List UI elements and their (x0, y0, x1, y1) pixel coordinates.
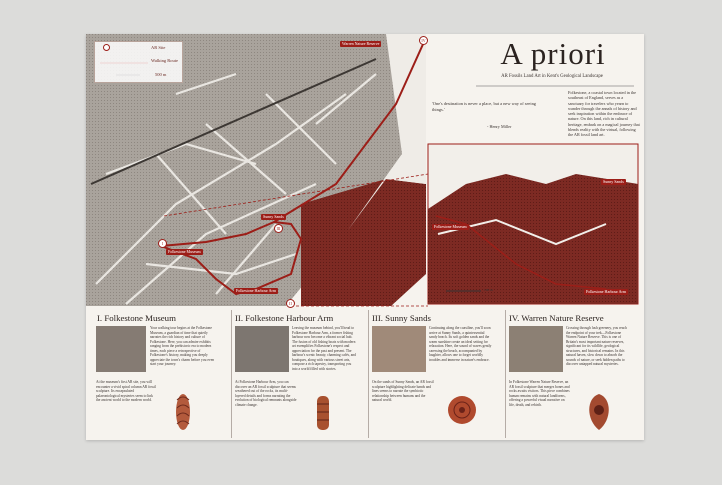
panel-heading: III. Sunny Sands (372, 313, 431, 323)
inset-land (428, 174, 638, 304)
panel-heading: I. Folkestone Museum (97, 313, 176, 323)
site-label-sunny-sands[interactable]: Sunny Sands (263, 214, 284, 219)
fossil-sculpture-icon (582, 390, 616, 434)
panel-caption: In Folkestone Warren Nature Reserve, an AR fossil sculpture that merges bones and rocks awaits visitors. This piece combines human remains with natural landforms, offering a powerful visual narrative on life, death, and rebirth. (509, 380, 570, 407)
inset-label-museum[interactable]: Folkestone Museum (434, 224, 467, 229)
panel-heading: IV. Warren Nature Reserve (509, 313, 604, 323)
panel-harbour (231, 310, 360, 438)
fossil-sculpture-icon (168, 390, 198, 434)
panel-caption: At Folkestone Harbour Arm, you can discover an AR fossil sculpture that seems weathered out of the rocks, its multi-layered details and forms narrating the evolution of biological remnants alongside climate change. (235, 380, 297, 407)
poster (86, 34, 644, 440)
legend-ar-site: AR Site (151, 45, 166, 50)
museum-photo (96, 326, 146, 372)
sunny-sands-photo (372, 326, 426, 372)
inset-label-sunny-sands[interactable]: Sunny Sands (603, 179, 624, 184)
panel-text: Leaving the museum behind, you'll head to Folkestone Harbour Arm, a former fishing harbour now become a vibrant social hub. The fusion of old fishing boats with modern art exemplifies Folkestone's respect and appreciation for the past and present. The harbour's scenic beauty, charming cafés, and boutiques, along with various street arts, compose a rich tapestry, transporting you into a world filled with stories. (292, 326, 356, 371)
panel-text: Continuing along the coastline, you'll soon arrive at Sunny Sands, a quintessential sandy beach. Its soft golden sands and the warm sunshine create an ideal setting for relaxation. Here, the sound of waves gently caressing the beach, accompanied by laughter, allows one to forget worldly troubles and immerse in nature's embrace. (429, 326, 492, 362)
site-pin-iv[interactable]: IV (419, 36, 428, 45)
poster-title: A priori (500, 36, 606, 71)
intro-text: Folkestone, a coastal town located in the southeast of England, serves as a sanctuary for travelers who yearn to wander through the annals of history and seek inspiration within the embrace of nature. On this land, rich in cultural heritage, embark on a magical journey that blends reality with the virtual, following the AR fossil land art. (568, 90, 640, 138)
map-legend (94, 41, 183, 83)
site-pin-iii[interactable]: III (274, 224, 283, 233)
panel-text: Crossing through lush greenery, you reach the endpoint of your trek—Folkestone Warren Nature Reserve. This is one of Britain's most important nature reserves, significant for its wildlife, geological structures, and historical remains. In this natural haven, slow down to absorb the sounds of nature, or seek hidden paths to discover untapped natural mysteries. (566, 326, 627, 366)
site-label-warren[interactable]: Warren Nature Reserve (342, 41, 380, 46)
poster-subtitle: AR Fossils Land Art in Kent's Geological Landscape (501, 74, 603, 79)
site-pin-i[interactable]: I (158, 239, 167, 248)
panel-museum (94, 310, 222, 438)
site-label-harbour[interactable]: Folkestone Harbour Arm (236, 288, 276, 293)
panel-sunny-sands (368, 310, 497, 438)
legend-walking-route: Walking Route (151, 58, 179, 63)
panel-warren (505, 310, 634, 438)
legend-site-marker (103, 44, 110, 51)
quote-author: - Henry Miller (487, 124, 512, 129)
inset-scale: 100 m (484, 288, 493, 292)
fossil-sculpture-icon (308, 390, 338, 434)
panel-caption: At the museum's first AR site, you will encounter a vivid spiral column AR fossil sculpture. Its encapsulated palaeontological mysteries seem to link the ancient world to the modern world. (96, 380, 156, 402)
panel-heading: II. Folkestone Harbour Arm (235, 313, 334, 323)
fossil-sculpture-icon (445, 390, 479, 434)
site-pin-ii[interactable]: II (286, 299, 295, 308)
inset-label-harbour[interactable]: Folkestone Harbour Arm (586, 289, 626, 294)
panel-caption: On the sands of Sunny Sands, an AR fossil sculpture highlighting delicate bands and lines seems to narrate the symbiotic relationship between humans and the natural world. (372, 380, 434, 402)
harbour-photo (235, 326, 289, 372)
quote-text: 'One's destination is never a place, but a new way of seeing things.' (432, 101, 536, 112)
site-label-museum[interactable]: Folkestone Museum (168, 249, 201, 254)
warren-photo (509, 326, 563, 372)
site-panels (94, 310, 636, 438)
legend-scale: 500 m (155, 72, 167, 77)
panel-text: Your walking tour begins at the Folkestone Museum, a guardian of time that quietly narrates the rich history and culture of Folkestone. Here, you can admire exhibits ranging from the prehistoric era to modern times, each piece a retrospective of Folkestone's history, making you deeply appreciate the town's charm before you even start your journey. (150, 326, 215, 366)
